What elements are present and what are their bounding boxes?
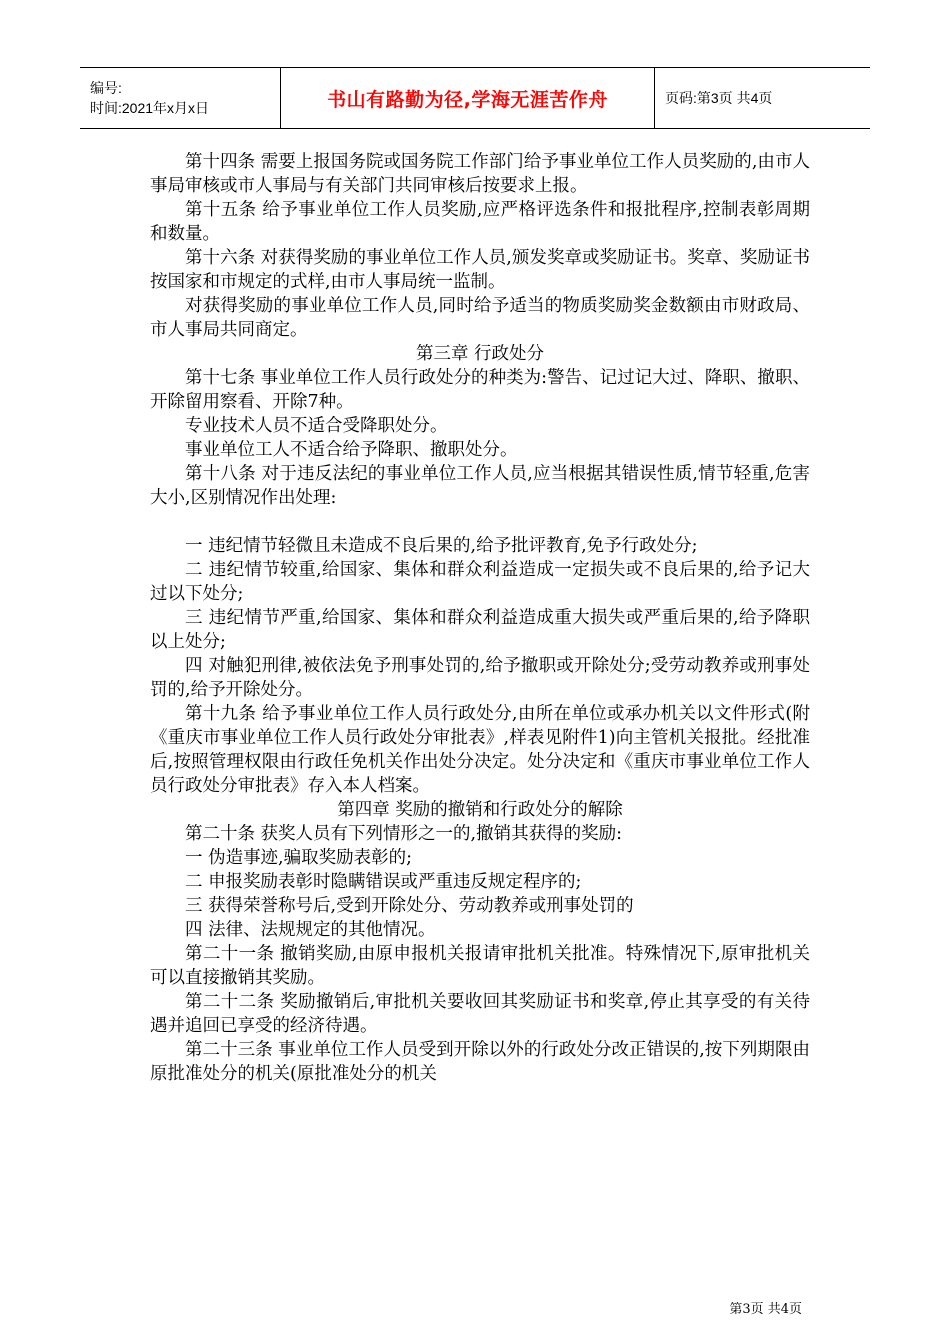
header-page-info: 页码:第3页 共4页 xyxy=(665,90,773,106)
article-15: 第十五条 给予事业单位工作人员奖励,应严格评选条件和报批程序,控制表彰周期和数量。 xyxy=(150,200,810,244)
article-20-item-1: 一 伪造事迹,骗取奖励表彰的; xyxy=(185,848,413,868)
article-20-item-3: 三 获得荣誉称号后,受到开除处分、劳动教养或刑事处罚的 xyxy=(185,896,634,916)
article-19: 第十九条 给予事业单位工作人员行政处分,由所在单位或承办机关以文件形式(附《重庆市事业单位工作人员行政处分审批表》,样表见附件1)向主管机关报批。经批准后,按照管理权限由行政任免机关作出处分决定。处分决定和《重庆市事业单位工作人员行政处分审批表》存入本人档案。 xyxy=(150,704,810,796)
header-motto-cell xyxy=(281,68,655,129)
article-16: 第十六条 对获得奖励的事业单位工作人员,颁发奖章或奖励证书。奖章、奖励证书按国家和市规定的式样,由市人事局统一监制。 xyxy=(150,248,810,292)
article-16-supplement: 对获得奖励的事业单位工作人员,同时给予适当的物质奖励奖金数额由市财政局、市人事局共同商定。 xyxy=(150,296,810,340)
page-footer: 第3页 共4页 xyxy=(729,1302,802,1317)
article-20-item-2: 二 申报奖励表彰时隐瞒错误或严重违反规定程序的; xyxy=(185,872,582,892)
article-18-item-2: 二 违纪情节较重,给国家、集体和群众利益造成一定损失或不良后果的,给予记大过以下处分; xyxy=(150,560,810,604)
blank-line xyxy=(150,510,810,534)
article-21: 第二十一条 撤销奖励,由原申报机关报请审批机关批准。特殊情况下,原审批机关可以直接撤销其奖励。 xyxy=(150,944,810,988)
chapter-4-heading: 第四章 奖励的撤销和行政处分的解除 xyxy=(337,800,623,820)
article-18-item-3: 三 违纪情节严重,给国家、集体和群众利益造成重大损失或严重后果的,给予降职以上处分; xyxy=(150,608,810,652)
article-22: 第二十二条 奖励撤销后,审批机关要收回其奖励证书和奖章,停止其享受的有关待遇并追回已享受的经济待遇。 xyxy=(150,992,810,1036)
header-page-cell xyxy=(655,68,871,129)
article-17-note-1: 专业技术人员不适合受降职处分。 xyxy=(185,416,448,436)
page-header xyxy=(80,67,870,129)
header-meta-cell xyxy=(80,68,281,129)
article-17-note-2: 事业单位工人不适合给予降职、撤职处分。 xyxy=(185,440,518,460)
article-20: 第二十条 获奖人员有下列情形之一的,撤销其获得的奖励: xyxy=(185,824,623,844)
article-23: 第二十三条 事业单位工作人员受到开除以外的行政处分改正错误的,按下列期限由原批准处分的机关(原批准处分的机关 xyxy=(150,1040,810,1084)
time-label: 时间:2021年x月x日 xyxy=(90,100,210,116)
document-body xyxy=(150,150,810,1086)
doc-number-label: 编号: xyxy=(90,80,122,96)
chapter-3-heading: 第三章 行政处分 xyxy=(415,344,545,364)
article-18-item-4: 四 对触犯刑律,被依法免予刑事处罚的,给予撤职或开除处分;受劳动教养或刑事处罚的,给予开除处分。 xyxy=(150,656,810,700)
article-17: 第十七条 事业单位工作人员行政处分的种类为:警告、记过记大过、降职、撤职、开除留用察看、开除7种。 xyxy=(150,368,810,412)
motto-text: 书山有路勤为径,学海无涯苦作舟 xyxy=(327,88,608,111)
article-14: 第十四条 需要上报国务院或国务院工作部门给予事业单位工作人员奖励的,由市人事局审核或市人事局与有关部门共同审核后按要求上报。 xyxy=(150,152,810,196)
article-18-item-1: 一 违纪情节轻微且未造成不良后果的,给予批评教育,免予行政处分; xyxy=(185,536,698,556)
article-20-item-4: 四 法律、法规规定的其他情况。 xyxy=(185,920,436,940)
article-18: 第十八条 对于违反法纪的事业单位工作人员,应当根据其错误性质,情节轻重,危害大小,区别情况作出处理: xyxy=(150,464,810,508)
